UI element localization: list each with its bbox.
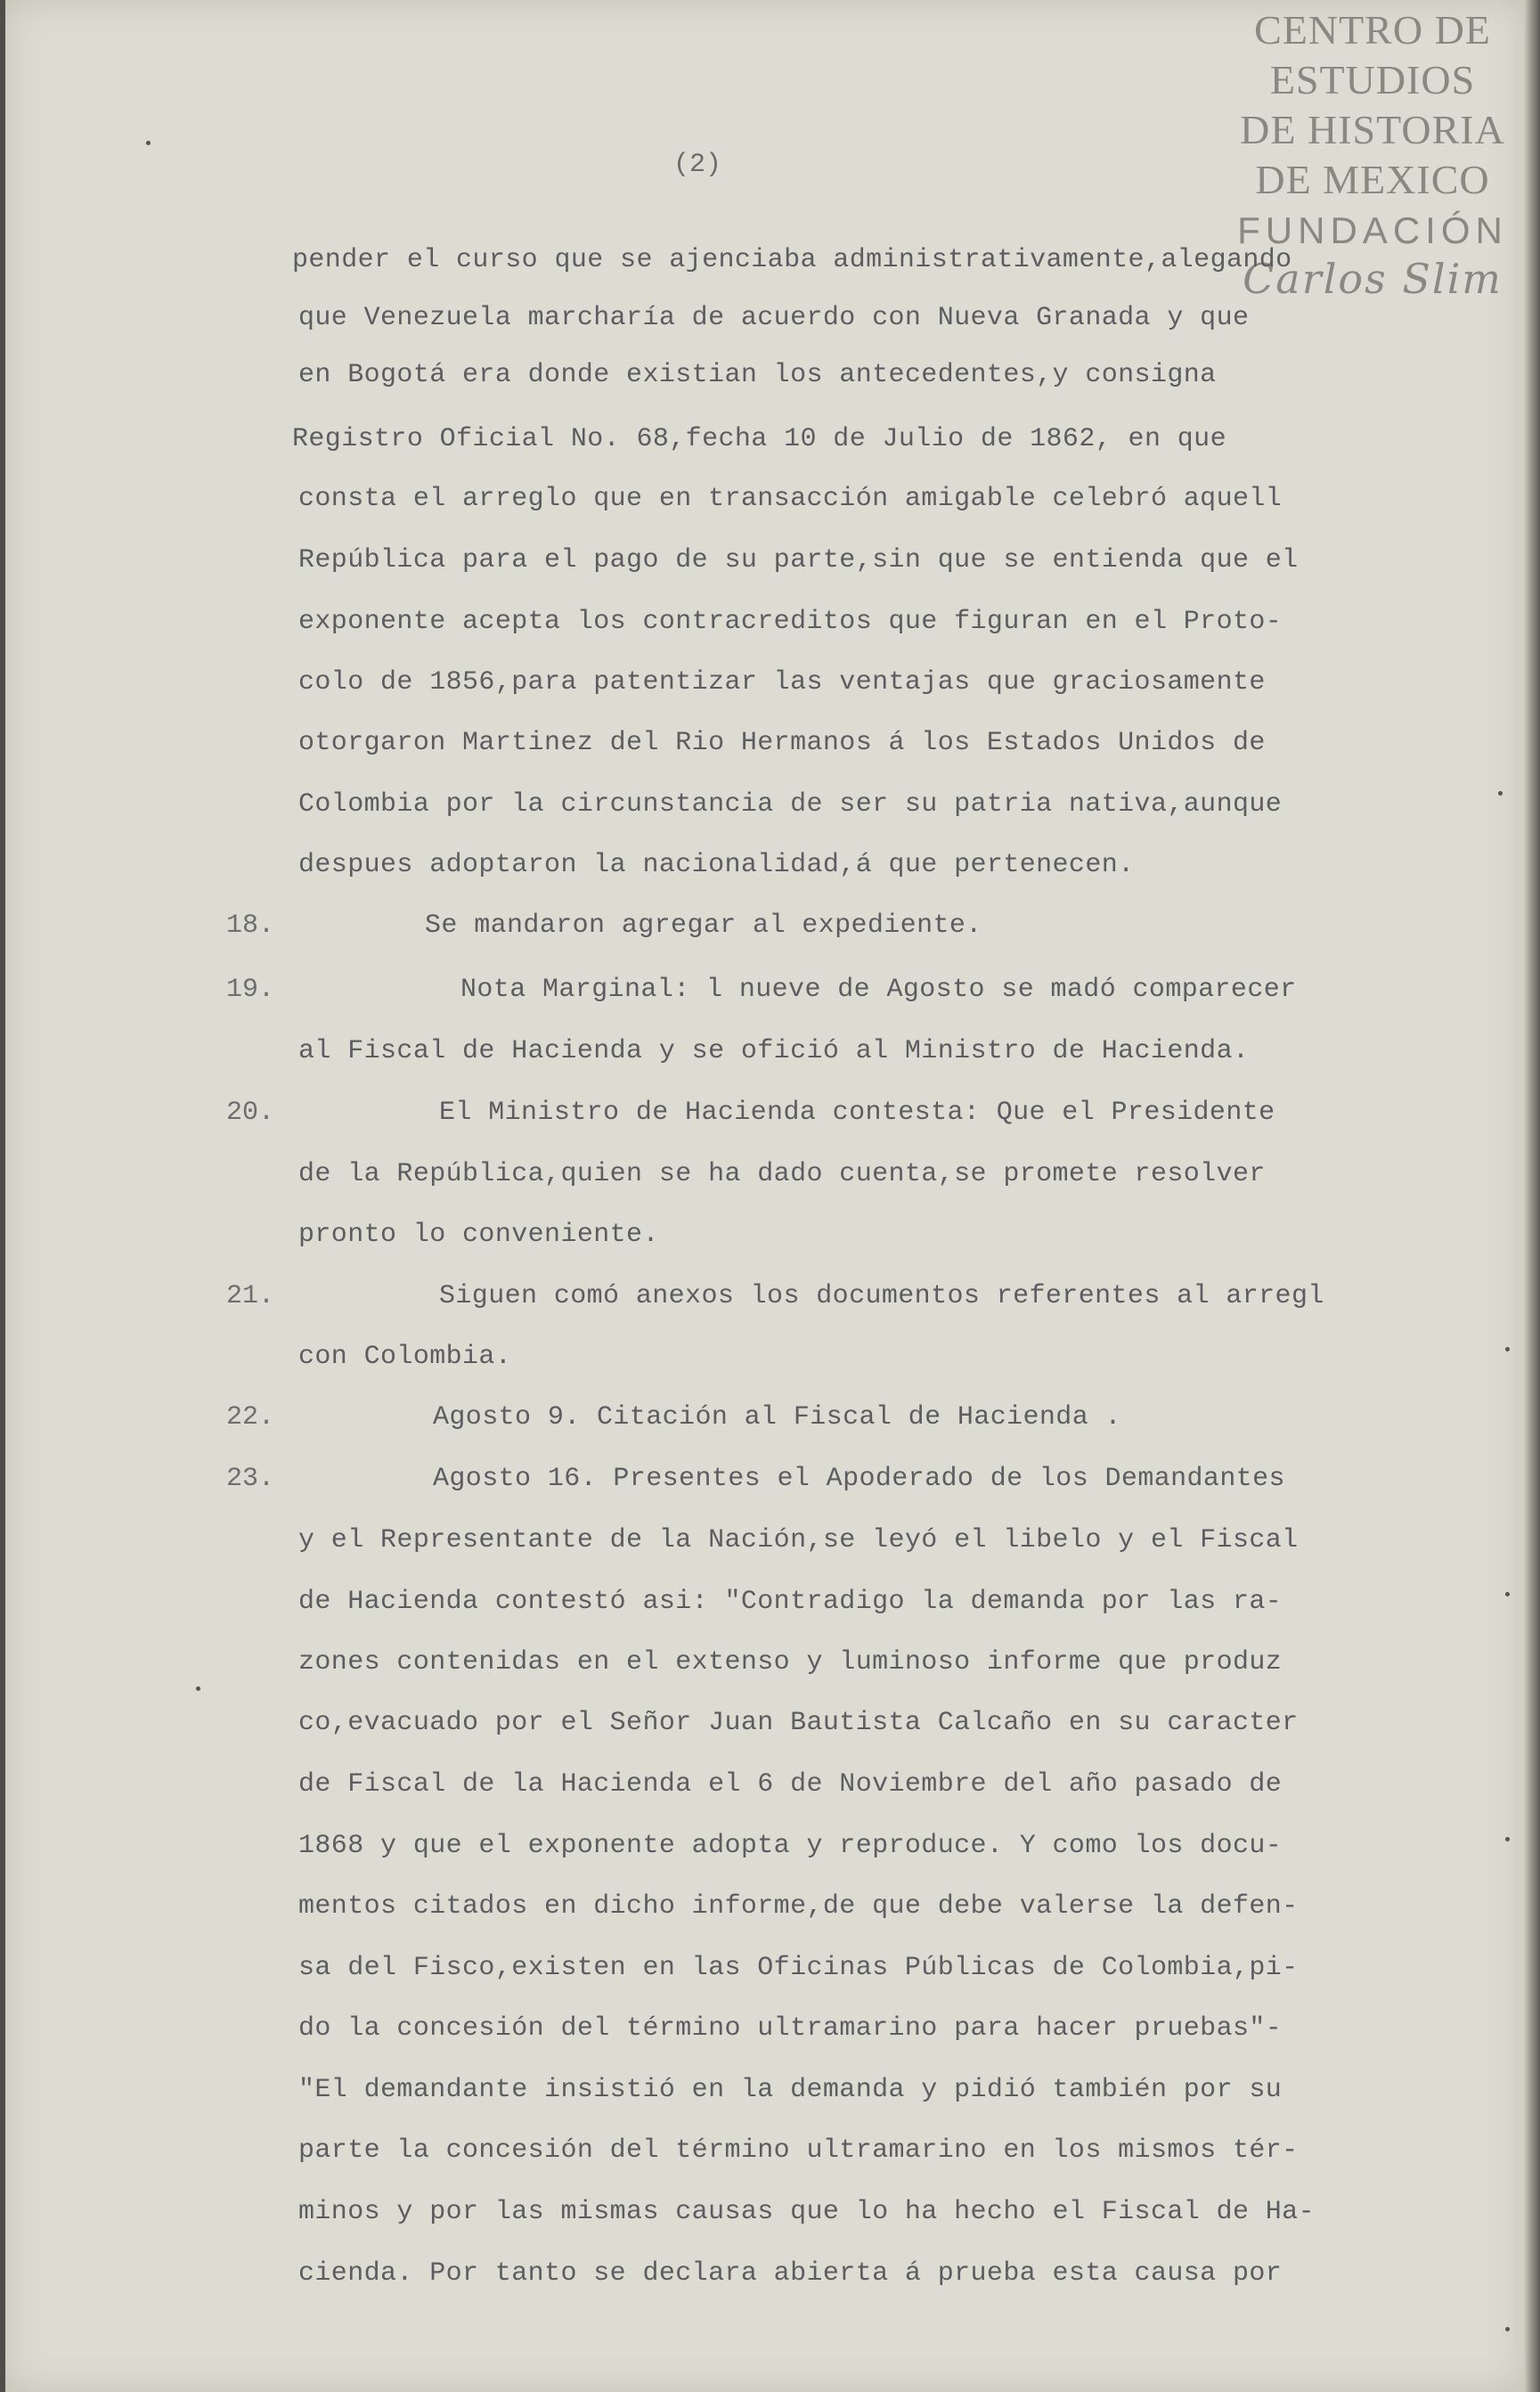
text-line: minos y por las mismas causas que lo ha hecho el Fiscal de Ha- bbox=[298, 2197, 1315, 2227]
text-line: pronto lo conveniente. bbox=[298, 1220, 659, 1250]
text-line: Agosto 16. Presentes el Apoderado de los Demandantes bbox=[433, 1464, 1285, 1494]
margin-number: 19. bbox=[226, 975, 275, 1005]
text-line: sa del Fisco,existen en las Oficinas Públicas de Colombia,pi- bbox=[298, 1953, 1299, 1983]
page-edge bbox=[1524, 0, 1540, 2392]
paper-speck bbox=[146, 141, 151, 145]
watermark-line-4: DE MEXICO bbox=[1255, 157, 1490, 202]
text-line: de Hacienda contestó asi: "Contradigo la demanda por las ra- bbox=[298, 1587, 1283, 1617]
margin-number: 23. bbox=[226, 1464, 275, 1494]
text-line: otorgaron Martinez del Rio Hermanos á los Estados Unidos de bbox=[298, 728, 1266, 758]
text-line: colo de 1856,para patentizar las ventajas que graciosamente bbox=[298, 667, 1266, 698]
paper-speck bbox=[1498, 791, 1503, 796]
document-page bbox=[5, 0, 1524, 2392]
text-line: Agosto 9. Citación al Fiscal de Hacienda . bbox=[433, 1402, 1121, 1433]
text-line: co,evacuado por el Señor Juan Bautista Calcaño en su caracter bbox=[298, 1708, 1299, 1738]
page-number: (2) bbox=[673, 150, 722, 180]
paper-speck bbox=[1505, 2327, 1510, 2331]
text-line: "El demandante insistió en la demanda y pidió también por su bbox=[298, 2075, 1283, 2105]
text-line: al Fiscal de Hacienda y se ofició al Ministro de Hacienda. bbox=[298, 1036, 1250, 1066]
text-line: 1868 y que el exponente adopta y reproduce. Y como los docu- bbox=[298, 1831, 1283, 1861]
text-line: exponente acepta los contracreditos que figuran en el Proto- bbox=[298, 607, 1283, 637]
text-line: Registro Oficial No. 68,fecha 10 de Julio de 1862, en que bbox=[292, 424, 1226, 454]
text-line: Se mandaron agregar al expediente. bbox=[425, 910, 982, 941]
text-line: en Bogotá era donde existian los antecedentes,y consigna bbox=[298, 360, 1217, 390]
text-line: Nota Marginal: l nueve de Agosto se madó comparecer bbox=[460, 975, 1297, 1005]
text-line: despues adoptaron la nacionalidad,á que pertenecen. bbox=[298, 850, 1135, 880]
watermark-line-2: ESTUDIOS bbox=[1269, 57, 1476, 102]
margin-number: 18. bbox=[226, 910, 275, 941]
text-line: y el Representante de la Nación,se leyó el libelo y el Fiscal bbox=[298, 1525, 1299, 1555]
margin-number: 21. bbox=[226, 1281, 275, 1311]
watermark-signature: Carlos Slim bbox=[1243, 255, 1503, 303]
text-line: do la concesión del término ultramarino para hacer pruebas"- bbox=[298, 2013, 1283, 2044]
paper-speck bbox=[196, 1686, 200, 1691]
text-line: Siguen comó anexos los documentos referentes al arregl bbox=[439, 1281, 1324, 1311]
margin-number: 22. bbox=[226, 1402, 275, 1433]
watermark-line-3: DE HISTORIA bbox=[1240, 107, 1505, 152]
text-line: Colombia por la circunstancia de ser su patria nativa,aunque bbox=[298, 789, 1283, 820]
text-line: que Venezuela marcharía de acuerdo con Nueva Granada y que bbox=[298, 303, 1250, 333]
paper-speck bbox=[1505, 1592, 1510, 1596]
text-line: República para el pago de su parte,sin que se entienda que el bbox=[298, 545, 1299, 576]
text-line: cienda. Por tanto se declara abierta á prueba esta causa por bbox=[298, 2258, 1283, 2289]
paper-speck bbox=[1505, 1837, 1510, 1841]
text-line: mentos citados en dicho informe,de que debe valerse la defen- bbox=[298, 1891, 1299, 1922]
watermark-line-1: CENTRO DE bbox=[1254, 7, 1491, 53]
text-line: parte la concesión del término ultramarino en los mismos tér- bbox=[298, 2135, 1299, 2166]
text-line: El Ministro de Hacienda contesta: Que el Presidente bbox=[439, 1098, 1275, 1128]
text-line: pender el curso que se ajenciaba administrativamente,alegando bbox=[292, 245, 1292, 275]
text-line: de la República,quien se ha dado cuenta,se promete resolver bbox=[298, 1159, 1266, 1189]
text-line: con Colombia. bbox=[298, 1342, 512, 1372]
paper-speck bbox=[1505, 1347, 1510, 1351]
text-line: consta el arreglo que en transacción amigable celebró aquell bbox=[298, 484, 1283, 514]
watermark-foundation: FUNDACIÓN bbox=[1237, 209, 1508, 251]
text-line: de Fiscal de la Hacienda el 6 de Noviembre del año pasado de bbox=[298, 1769, 1283, 1800]
text-line: zones contenidas en el extenso y luminoso informe que produz bbox=[298, 1647, 1283, 1678]
margin-number: 20. bbox=[226, 1098, 275, 1128]
